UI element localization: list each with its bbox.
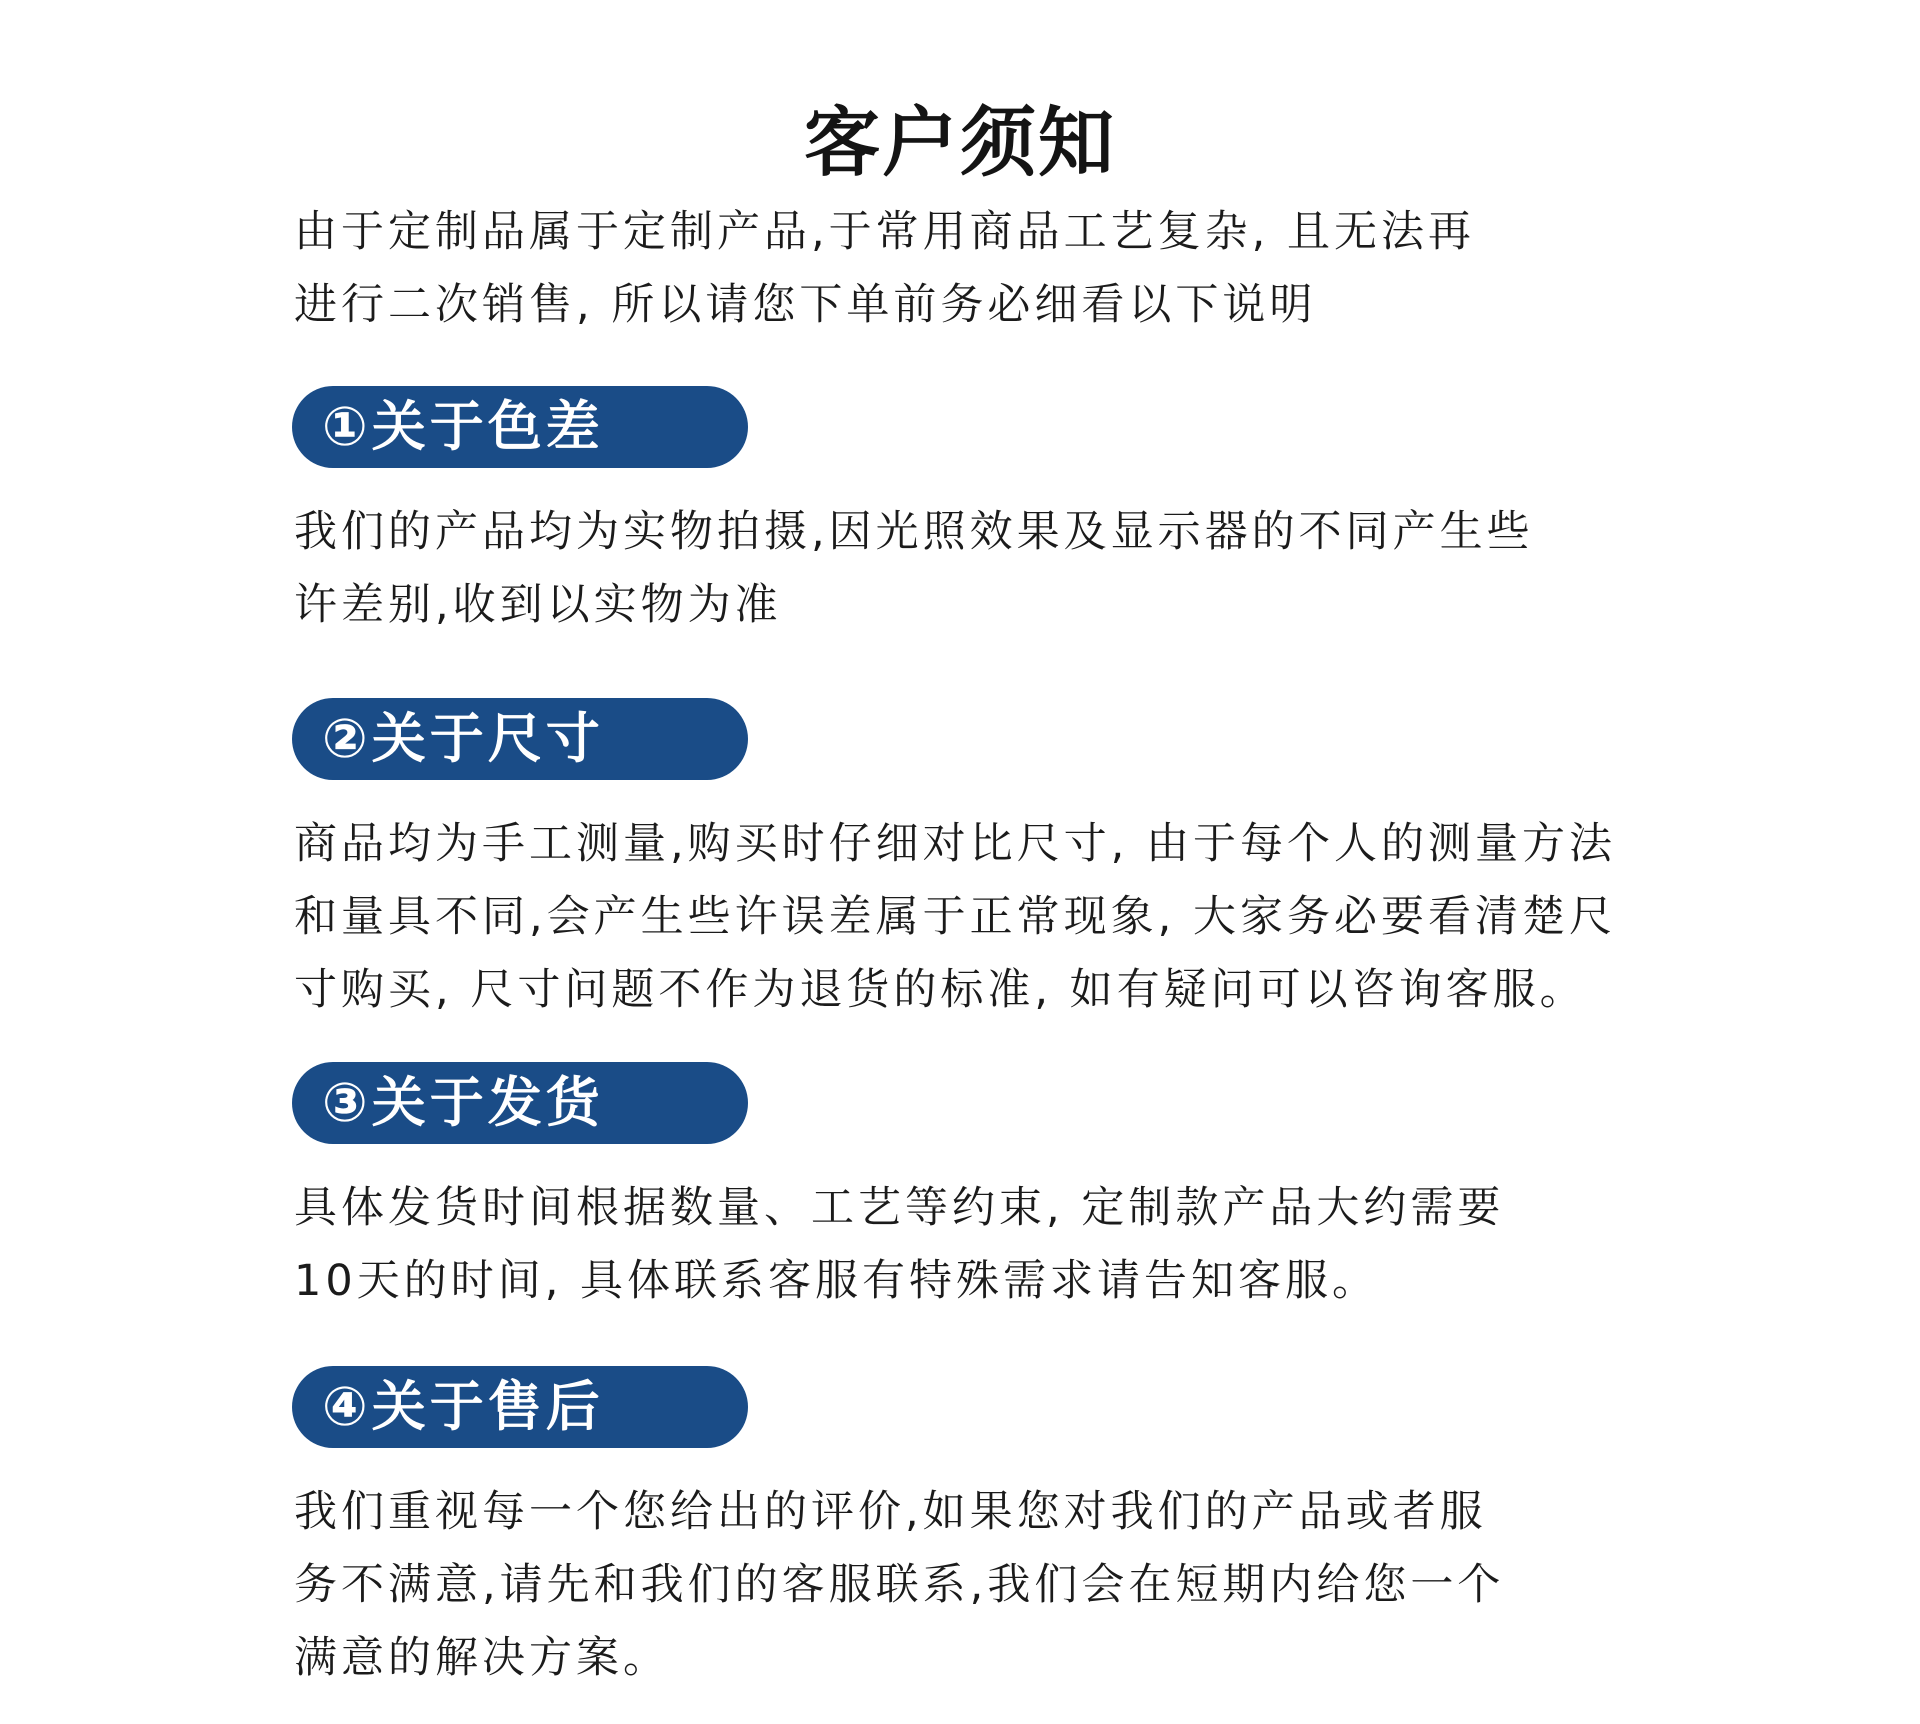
intro-line: 进行二次销售, 所以请您下单前务必细看以下说明	[294, 280, 1317, 330]
section-body-shipping	[294, 1172, 1674, 1318]
section-heading-color-difference: ①关于色差	[292, 386, 748, 468]
section-body-line: 和量具不同,会产生些许误差属于正常现象, 大家务必要看清楚尺	[294, 892, 1617, 942]
section-body-line: 务不满意,请先和我们的客服联系,我们会在短期内给您一个	[294, 1560, 1505, 1610]
section-body-size	[294, 808, 1674, 1027]
section-body-line: 我们重视每一个您给出的评价,如果您对我们的产品或者服	[294, 1487, 1487, 1537]
section-body-color-difference	[294, 496, 1674, 642]
section-body-line: 我们的产品均为实物拍摄,因光照效果及显示器的不同产生些	[294, 507, 1534, 557]
intro-paragraph	[294, 196, 1674, 342]
section-body-line: 寸购买, 尺寸问题不作为退货的标准, 如有疑问可以咨询客服。	[294, 965, 1587, 1015]
section-body-line: 具体发货时间根据数量、工艺等约束, 定制款产品大约需要	[294, 1183, 1505, 1233]
section-heading-after-sales: ④关于售后	[292, 1366, 748, 1448]
section-body-line: 商品均为手工测量,购买时仔细对比尺寸, 由于每个人的测量方法	[294, 819, 1617, 869]
section-body-line: 许差别,收到以实物为准	[294, 580, 782, 630]
intro-line: 由于定制品属于定制产品,于常用商品工艺复杂, 且无法再	[294, 207, 1476, 257]
page-title: 客户须知	[804, 97, 1116, 187]
section-body-after-sales	[294, 1476, 1674, 1695]
section-body-line: 满意的解决方案。	[294, 1633, 670, 1683]
section-heading-shipping: ③关于发货	[292, 1062, 748, 1144]
section-body-line: 10天的时间, 具体联系客服有特殊需求请告知客服。	[294, 1256, 1380, 1306]
section-heading-size: ②关于尺寸	[292, 698, 748, 780]
